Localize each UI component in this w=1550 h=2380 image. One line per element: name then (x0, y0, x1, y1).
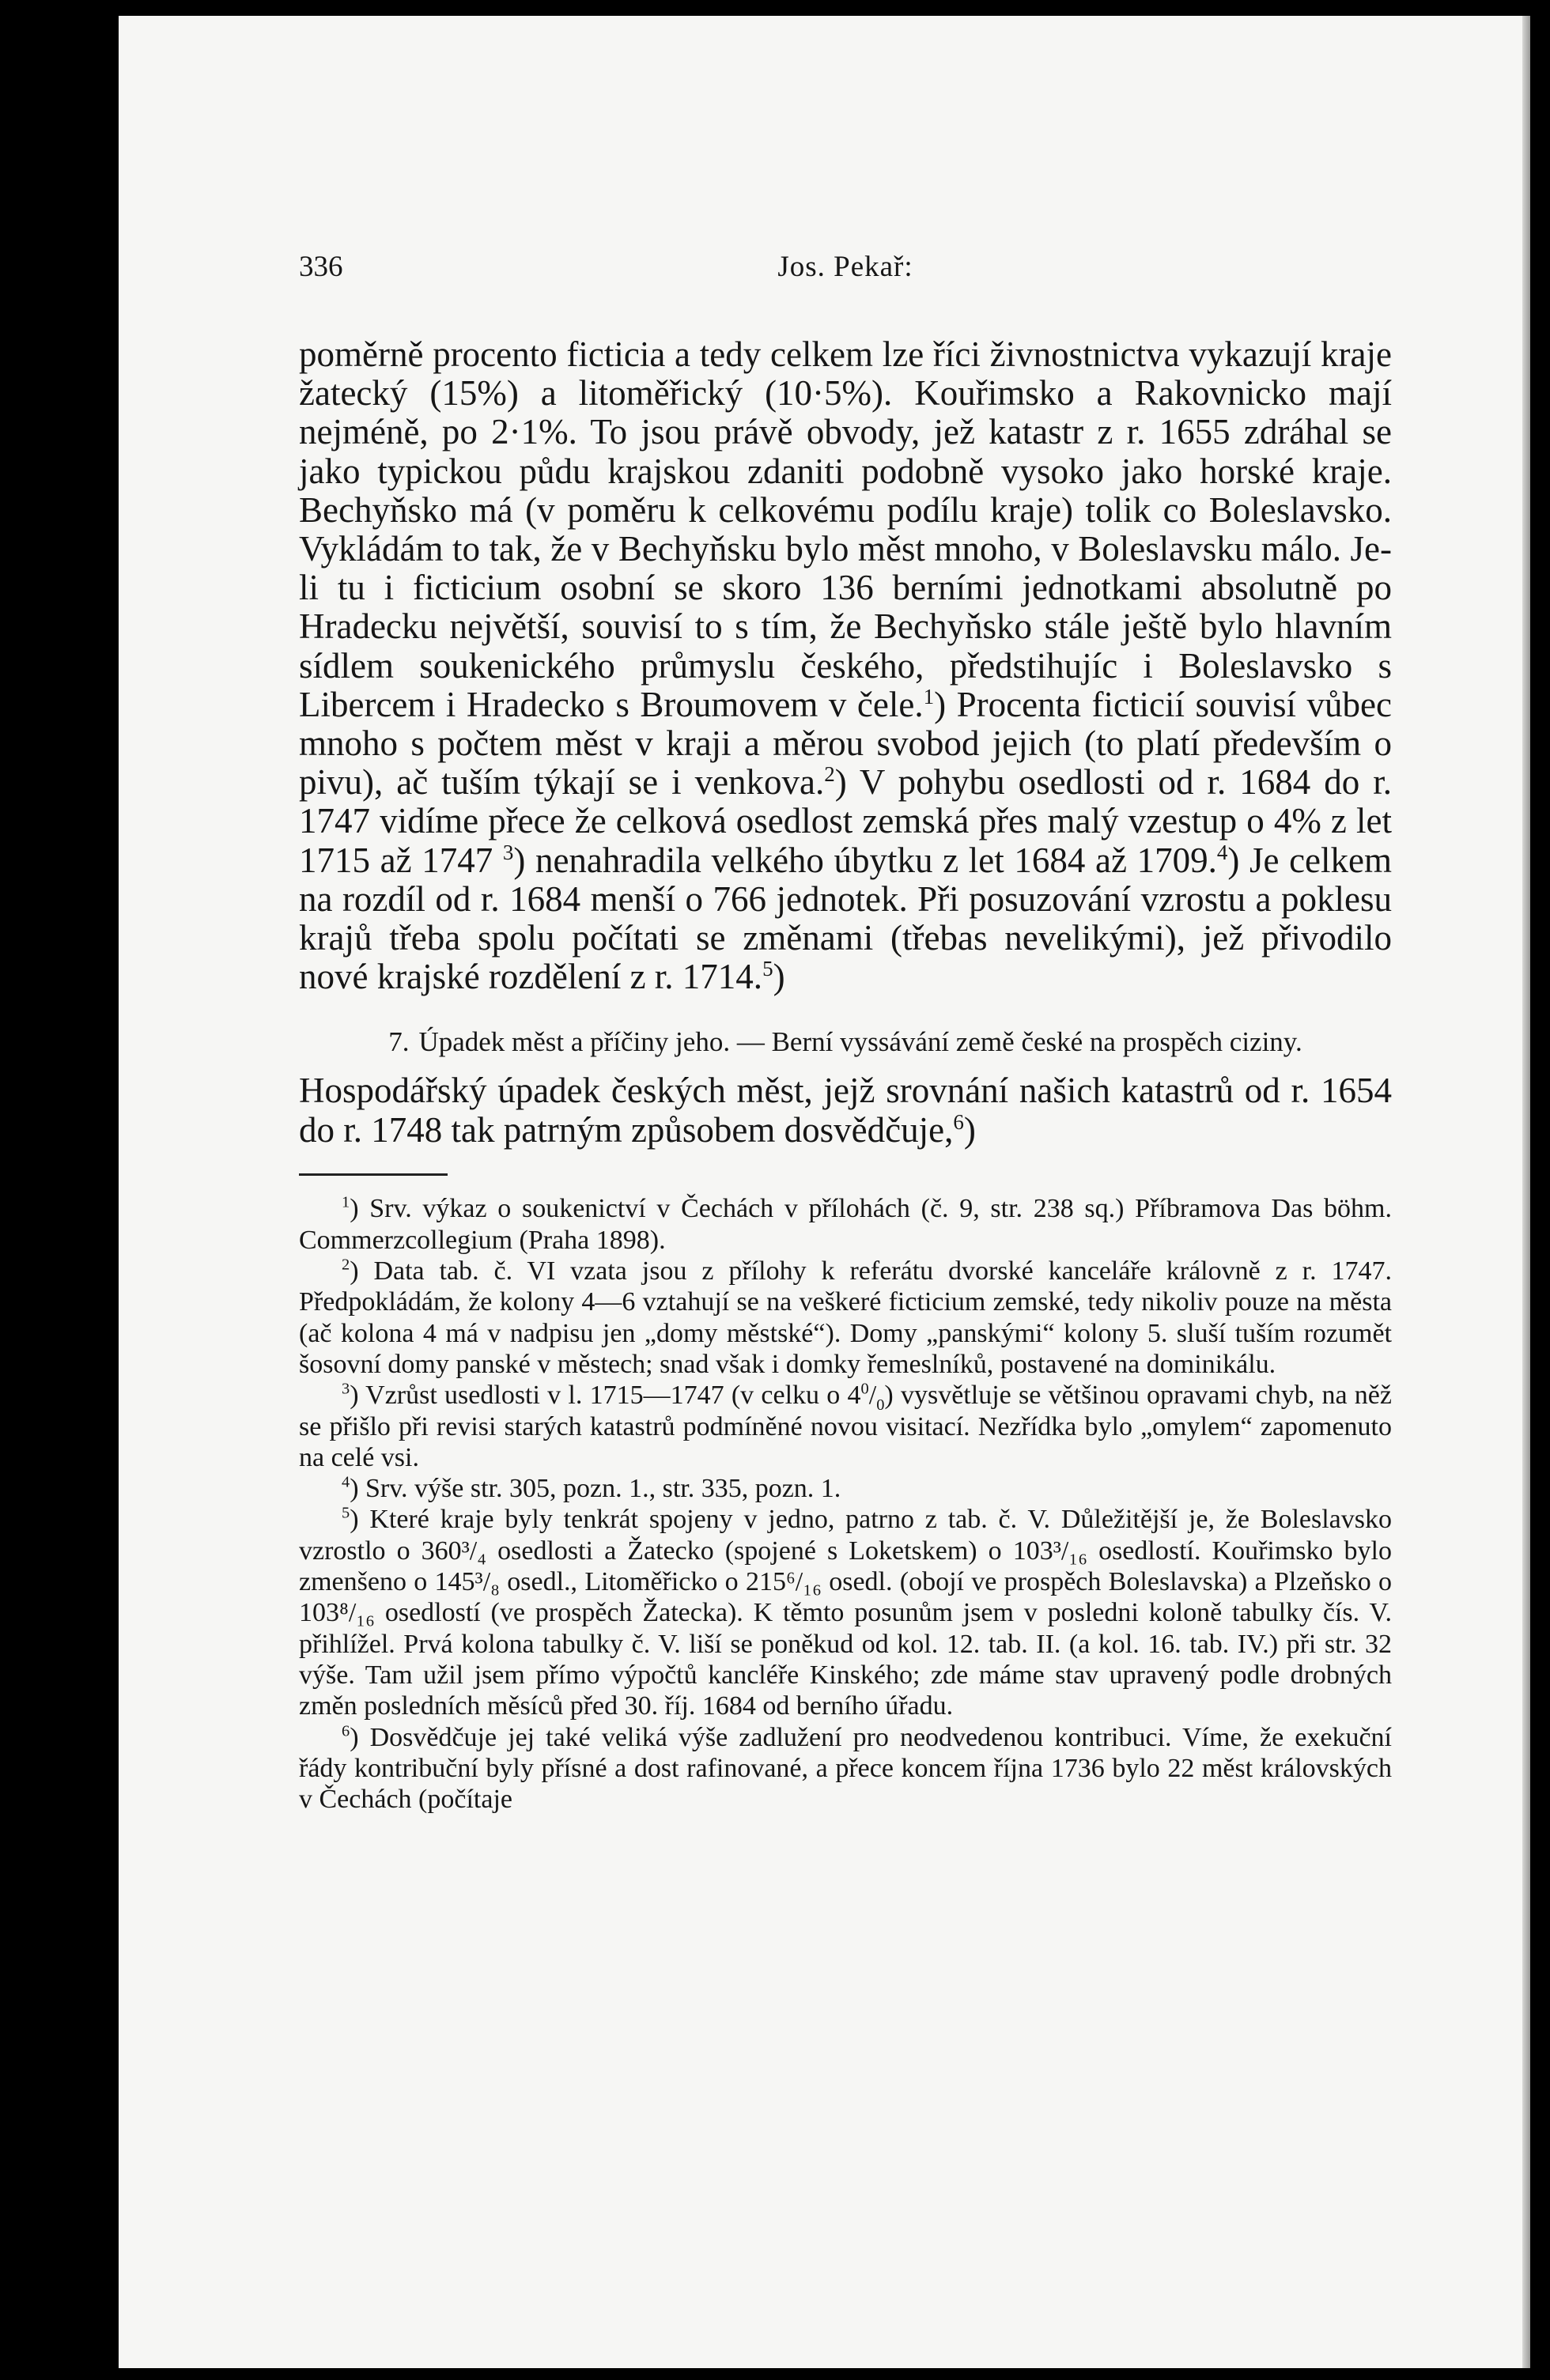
footnote-mark: 6 (342, 1722, 350, 1740)
footnote-text: ) Srv. výkaz o soukenictví v Čechách v přílohách (č. 9, str. 238 sq.) Příbramova Das böhm. Commerzcollegium (Praha 1898). (299, 1194, 1392, 1255)
footnote-text: ) Vzrůst usedlosti v l. 1715—1747 (v celku o 4 (350, 1381, 861, 1411)
lead-text: Hospodářský úpadek českých měst, jejž srovnání našich katastrů od r. 1654 do r. 1748 tak patrným způsobem dosvědčuje, (299, 1071, 1392, 1150)
footnote-6 (299, 1722, 1392, 1815)
footnote-2 (299, 1256, 1392, 1380)
section-number: 7. (388, 1026, 410, 1058)
footnote-mark: 3 (342, 1380, 350, 1398)
body-text-segment: ) nenahradila velkého úbytku z let 1684 až 1709. (513, 840, 1217, 880)
page-edge-shadow (1522, 16, 1530, 2368)
footnote-ref: 5 (762, 957, 773, 981)
footnote-1 (299, 1193, 1392, 1256)
footnote-ref: 6 (953, 1110, 964, 1135)
body-text-segment: ) (773, 957, 785, 997)
footnote-ref: 4 (1216, 840, 1228, 864)
footnote-subscript: 0 (876, 1396, 885, 1415)
page-header (299, 245, 1392, 296)
footnote-ref: 1 (923, 684, 935, 708)
footnote-5 (299, 1504, 1392, 1721)
footnote-4 (299, 1473, 1392, 1504)
footnote-mark: 1 (342, 1194, 350, 1212)
main-paragraph (299, 335, 1392, 996)
section-lead-paragraph (299, 1071, 1392, 1150)
footnote-text: / (868, 1381, 877, 1411)
footnote-text: ) vysvětluje se většinou opravami chyb, na něž se přišlo při revisi starých katastrů podmíněné novou visitací. Nezřídka bylo „omylem“ zapomenuto na celé vsi. (299, 1381, 1392, 1472)
section-title: Úpadek měst a příčiny jeho. — Berní vyssávání země české na prospěch ciziny. (418, 1026, 1302, 1058)
footnote-divider (299, 1173, 448, 1176)
footnote-text: ) Dosvědčuje jej také veliká výše zadlužení pro neodvedenou kontribuci. Víme, že exekuční řády kontribuční byly přísné a dost rafinované, a přece koncem října 1736 bylo 22 měst královských v Čechách (počítaje (299, 1722, 1392, 1815)
footnote-superscript: 0 (860, 1380, 869, 1398)
body-text-segment: ) Procenta ficticií souvisí vůbec mnoho s počtem měst v kraji a měrou svobod jejich (to platí především o pivu), ač tuším týkají se i venkova. (299, 684, 1392, 803)
footnote-text: ) Data tab. č. VI vzata jsou z přílohy k referátu dvorské kanceláře královně z r. 1747. Předpokládám, že kolony 4—6 vztahují se na veškeré ficticium zemské, tedy nikoliv pouze na města (ač kolona 4 má v nadpisu jen „domy městské“). Domy „panskými“ kolony 5. sluší tuším rozumět šosovní domy panské v městech; snad však i domky řemeslníků, postavené na dominikálu. (299, 1256, 1392, 1379)
footnote-text: ) Které kraje byly tenkrát spojeny v jedno, patrno z tab. č. V. Důležitější je, že Boleslavsko vzrostlo o 360³/₄ osedlosti a Žatecko (spojené s Loketskem) o 103³/₁₆ osedlostí. Kouřimsko bylo zmenšeno o 145³/₈ osedl., Litoměřicko o 215⁶/₁₆ osedl. (obojí ve prospěch Boleslavska) a Plzeňsko o 103⁸/₁₆ osedlostí (ve prospěch Žatecka). K těmto posunům jsem v posledni koloně tabulky čís. V. přihlížel. Prvá kolona tabulky č. V. liší se poněkud od kol. 12. tab. II. (a kol. 16. tab. IV.) při str. 32 výše. Tam užil jsem přímo výpočtů kancléře Kinského; zde máme stav upravený podle drobných změn posledních měsíců před 30. říj. 1684 od berního úřadu. (299, 1505, 1392, 1721)
section-heading (299, 1026, 1392, 1058)
body-text-segment: ) V pohybu osedlosti od r. 1684 do r. 1747 vidíme přece že celková osedlost zemská přes malý vzestup o 4% z let 1715 až 1747 (299, 762, 1392, 880)
footnote-ref: 2 (824, 762, 835, 787)
footnote-text: ) Srv. výše str. 305, pozn. 1., str. 335, pozn. 1. (350, 1474, 841, 1504)
footnote-mark: 2 (342, 1256, 350, 1274)
footnote-mark: 5 (342, 1505, 350, 1523)
footnote-mark: 4 (342, 1473, 350, 1491)
page-number: 336 (299, 251, 343, 283)
footnote-ref: 3 (502, 840, 514, 864)
footnotes (299, 1193, 1392, 1815)
footnote-3 (299, 1380, 1392, 1473)
page-content (299, 245, 1392, 1815)
body-text-segment: ) Je celkem na rozdíl od r. 1684 menší o 766 jednotek. Při posuzování vzrostu a poklesu krajů třeba spolu počítati se změnami (třebas nevelikými), jež přivodilo nové krajské rozdělení z r. 1714. (299, 840, 1392, 997)
book-page (119, 16, 1530, 2368)
body-text-segment: poměrně procento ficticia a tedy celkem lze říci živnostnictva vykazují kraje žatecký (15%) a litoměřický (10·5%). Kouřimsko a Rakovnicko mají nejméně, po 2·1%. To jsou právě obvody, jež katastr z r. 1655 zdráhal se jako typickou půdu krajskou zdaniti podobně vysoko jako horské kraje. Bechyňsko má (v poměru k celkovému podílu kraje) tolik co Boleslavsko. Vykládám to tak, že v Bechyňsku bylo měst mnoho, v Boleslavsku málo. Je-li tu i ficticium osobní se skoro 136 berními jednotkami absolutně po Hradecku největší, souvisí to s tím, že Bechyňsko stále ještě bylo hlavním sídlem soukenického průmyslu českého, předstihujíc i Boleslavsko s Libercem i Hradecko s Broumovem v čele. (299, 334, 1392, 724)
lead-text-close: ) (963, 1110, 976, 1150)
running-head: Jos. Pekař: (777, 251, 913, 283)
